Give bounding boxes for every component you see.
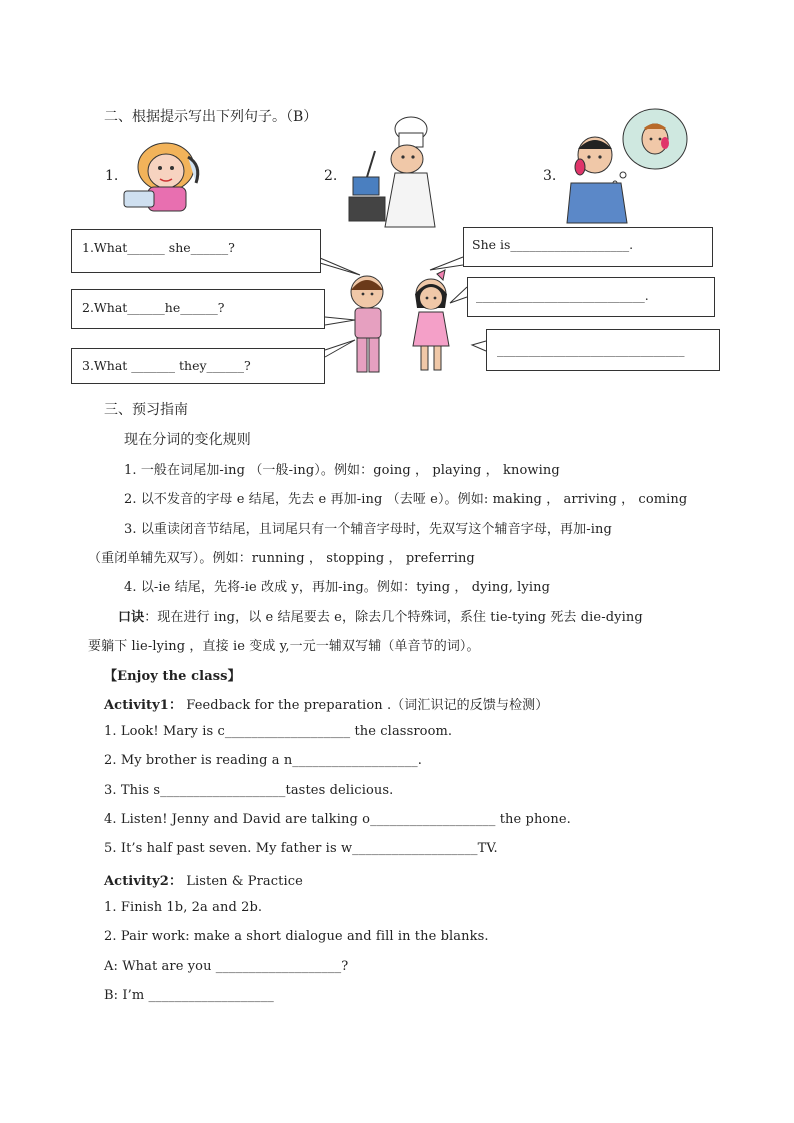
woman-phone-illustration: [118, 135, 208, 215]
activity-2-label: Activity2：: [104, 874, 183, 889]
enjoy-class-title: 【Enjoy the class】: [104, 669, 241, 684]
activity-1-item-2: 2. My brother is reading a n___________________.: [104, 753, 422, 768]
mnemonic-line-2: 要躺下 lie-lying ，直接 ie 变成 y,一元一辅双写辅（单音节的词）。: [88, 639, 480, 654]
bubble-right-2: [467, 277, 715, 317]
chef-cooking-illustration: [345, 115, 440, 230]
activity-1-item-3: 3. This s___________________tastes delicious.: [104, 783, 394, 798]
activity-1-item-4: 4. Listen! Jenny and David are talking o___________________ the phone.: [104, 812, 571, 827]
activity-2-item-2: 2. Pair work: make a short dialogue and fill in the blanks.: [104, 929, 489, 944]
pic-label-2: 2.: [324, 168, 338, 184]
bubble-right-2-text: ___________________________.: [476, 288, 649, 303]
section-2-title: 二、根据提示写出下列句子。（B）: [104, 109, 318, 125]
pic-label-3: 3.: [543, 168, 557, 184]
man-phone-illustration: [565, 103, 690, 225]
rule-3-cont: （重闭单辅先双写）。例如：running ， stopping ， preferring: [88, 551, 475, 566]
bubble-right-3-text: ______________________________: [497, 342, 685, 357]
section-3-title: 三、预习指南: [104, 402, 188, 418]
activity-1-item-5: 5. It’s half past seven. My father is w___________________TV.: [104, 841, 498, 856]
activity-2-text: Listen & Practice: [186, 874, 303, 889]
bubble-left-2-text: 2.What______he______?: [82, 300, 225, 315]
activity-1-text: Feedback for the preparation .（词汇识记的反馈与检测）: [186, 698, 549, 713]
bubble-left-1: [71, 229, 321, 273]
bubble-left-3: [71, 348, 325, 384]
rule-4: 4. 以-ie 结尾，先将-ie 改成 y，再加-ing。例如：tying ， dying, lying: [124, 580, 551, 595]
activity-2-heading: [104, 870, 303, 889]
section-3-subtitle: 现在分词的变化规则: [124, 432, 251, 448]
rule-2: 2. 以不发音的字母 e 结尾，先去 e 再加-ing （去哑 e）。例如: making ， arriving ， coming: [124, 492, 688, 507]
activity-1-label: Activity1：: [104, 698, 183, 713]
rule-3: 3. 以重读闭音节结尾，且词尾只有一个辅音字母时，先双写这个辅音字母，再加-ing: [124, 522, 612, 537]
activity-1-item-1: 1. Look! Mary is c___________________ the classroom.: [104, 724, 453, 739]
rule-1: 1. 一般在词尾加-ing （一般-ing）。例如：going ， playing ， knowing: [124, 463, 560, 478]
pic-label-1: 1.: [105, 168, 119, 184]
bubble-right-1: [463, 227, 713, 267]
activity-2-item-4: B: I’m ___________________: [104, 988, 274, 1003]
activity-2-item-1: 1. Finish 1b, 2a and 2b.: [104, 900, 263, 915]
mnemonic-label: 口诀: [118, 610, 145, 625]
bubble-left-3-text: 3.What _______ they______?: [82, 358, 251, 373]
mnemonic-line-1: [118, 606, 643, 625]
bubble-right-1-text: She is___________________.: [472, 237, 634, 252]
bubble-left-1-text: 1.What______ she______?: [82, 240, 235, 255]
activity-1-heading: [104, 694, 548, 713]
mnemonic-text-1: ：现在进行 ing，以 e 结尾要去 e，除去几个特殊词，系住 tie-tying 死去 die-dying: [144, 610, 643, 625]
bubble-left-2: [71, 289, 325, 329]
activity-2-item-3: A: What are you ___________________?: [104, 959, 349, 974]
bubble-right-3: [486, 329, 720, 371]
